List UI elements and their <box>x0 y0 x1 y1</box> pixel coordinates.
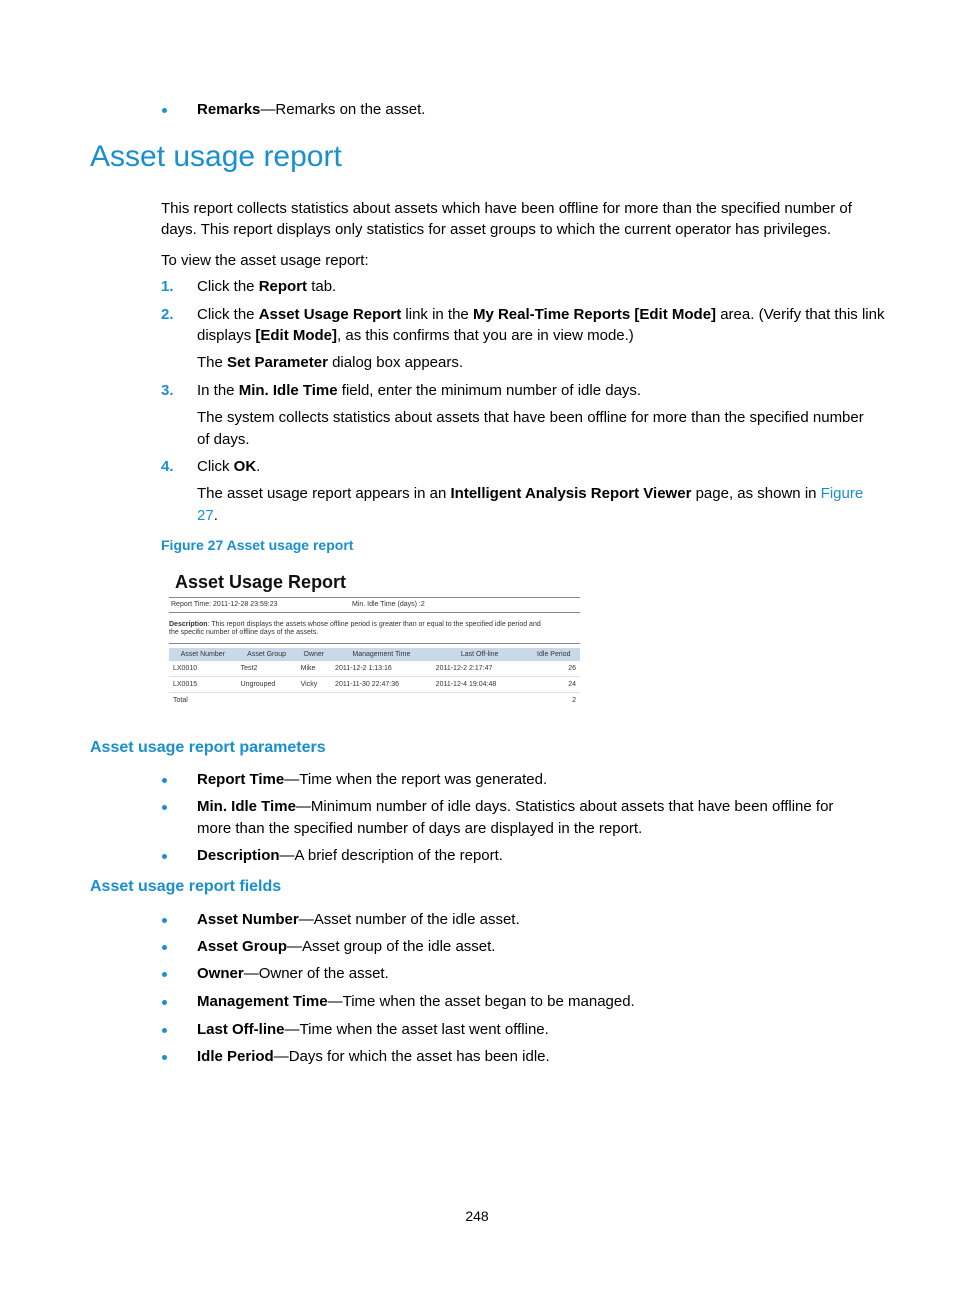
intro-line-2: days. This report displays only statistics for asset groups to which the current operator has privileges. <box>161 221 832 238</box>
step-2-text-line-2: displays [Edit Mode], as this confirms that you are in view mode.) <box>197 327 634 344</box>
divider <box>169 597 580 598</box>
table-row <box>169 661 580 677</box>
column-header: Management Time <box>331 648 432 661</box>
bullet-icon <box>162 108 167 113</box>
step-number: 2. <box>161 306 174 323</box>
total-value: 2 <box>572 697 576 704</box>
field-item: Idle Period—Days for which the asset has been idle. <box>197 1048 550 1065</box>
step-number: 4. <box>161 458 174 475</box>
cell: LX0015 <box>169 677 237 693</box>
field-item: Management Time—Time when the asset began to be managed. <box>197 993 635 1010</box>
cell: Test2 <box>237 661 297 677</box>
table-row <box>169 677 580 693</box>
column-header: Asset Group <box>237 648 297 661</box>
column-header: Asset Number <box>169 648 237 661</box>
cell: LX0010 <box>169 661 237 677</box>
step-3-note-1: The system collects statistics about assets that have been offline for more than the specified number <box>197 409 864 426</box>
column-header: Idle Period <box>528 648 580 661</box>
step-2-text: Click the Asset Usage Report link in the My Real-Time Reports [Edit Mode] area. (Verify that this link <box>197 306 885 323</box>
cell: Vicky <box>297 677 331 693</box>
figure-caption: Figure 27 Asset usage report <box>161 537 354 553</box>
step-4-note: The asset usage report appears in an Intelligent Analysis Report Viewer page, as shown in Figure <box>197 485 864 502</box>
cell: 2011-12-2 1:13:16 <box>331 661 432 677</box>
field-item: Last Off-line—Time when the asset last went offline. <box>197 1021 549 1038</box>
step-4-text: Click OK. <box>197 458 261 475</box>
report-time: Report Time: 2011-12-28 23:59:23 <box>171 601 278 608</box>
cell: 2011-11-30 22:47:36 <box>331 677 432 693</box>
bullet-icon <box>162 805 167 810</box>
intro-line-1: This report collects statistics about assets which have been offline for more than the specified number of <box>161 200 852 217</box>
step-number: 3. <box>161 382 174 399</box>
page-title: Asset usage report <box>90 140 342 173</box>
field-item: Asset Number—Asset number of the idle asset. <box>197 911 520 928</box>
step-number: 1. <box>161 278 174 295</box>
cell: Mike <box>297 661 331 677</box>
bullet-icon <box>162 972 167 977</box>
bullet-icon <box>162 1028 167 1033</box>
bullet-icon <box>162 918 167 923</box>
report-title: Asset Usage Report <box>175 572 347 592</box>
step-4-note-line-2: 27. <box>197 507 218 524</box>
total-label: Total <box>173 697 188 704</box>
step-1-text: Click the Report tab. <box>197 278 337 295</box>
total-row <box>169 693 580 709</box>
field-item: Owner—Owner of the asset. <box>197 965 389 982</box>
cell: 26 <box>528 661 580 677</box>
section-heading-fields: Asset usage report fields <box>90 878 282 895</box>
step-3-text: In the Min. Idle Time field, enter the minimum number of idle days. <box>197 382 642 399</box>
remarks-item: Remarks—Remarks on the asset. <box>197 101 426 118</box>
param-item: Description—A brief description of the report. <box>197 847 503 864</box>
to-view-text: To view the asset usage report: <box>161 252 369 269</box>
param-item: Min. Idle Time—Minimum number of idle days. Statistics about assets that have been offline for <box>197 798 834 815</box>
bullet-icon <box>162 945 167 950</box>
figure-link[interactable]: Figure <box>820 485 864 502</box>
bullet-icon <box>162 854 167 859</box>
step-3-note-2: of days. <box>197 431 250 448</box>
asset-usage-report-figure <box>169 570 580 710</box>
report-description: Description: This report displays the assets whose offline period is greater than or equal to the specified idle period and the specific number of offline days of the assets. <box>169 621 541 636</box>
section-heading-parameters: Asset usage report parameters <box>90 739 326 756</box>
bullet-icon <box>162 1000 167 1005</box>
param-item-continuation: more than the specified number of days are displayed in the report. <box>197 820 643 837</box>
cell: Ungrouped <box>237 677 297 693</box>
cell: 2011-12-2 2:17:47 <box>432 661 528 677</box>
param-item: Report Time—Time when the report was generated. <box>197 771 548 788</box>
page-number: 248 <box>465 1208 489 1224</box>
column-header: Last Off-line <box>432 648 528 661</box>
bullet-icon <box>162 778 167 783</box>
bullet-icon <box>162 1055 167 1060</box>
column-header: Owner <box>297 648 331 661</box>
figure-link-number[interactable]: 27 <box>197 507 214 524</box>
cell: 2011-12-4 19:04:48 <box>432 677 528 693</box>
step-2-note: The Set Parameter dialog box appears. <box>197 354 464 371</box>
cell: 24 <box>528 677 580 693</box>
asset-table <box>169 648 580 708</box>
divider <box>169 612 580 613</box>
min-idle-time: Min. Idle Time (days) :2 <box>352 601 425 608</box>
field-item: Asset Group—Asset group of the idle asset. <box>197 938 496 955</box>
divider <box>169 643 580 644</box>
